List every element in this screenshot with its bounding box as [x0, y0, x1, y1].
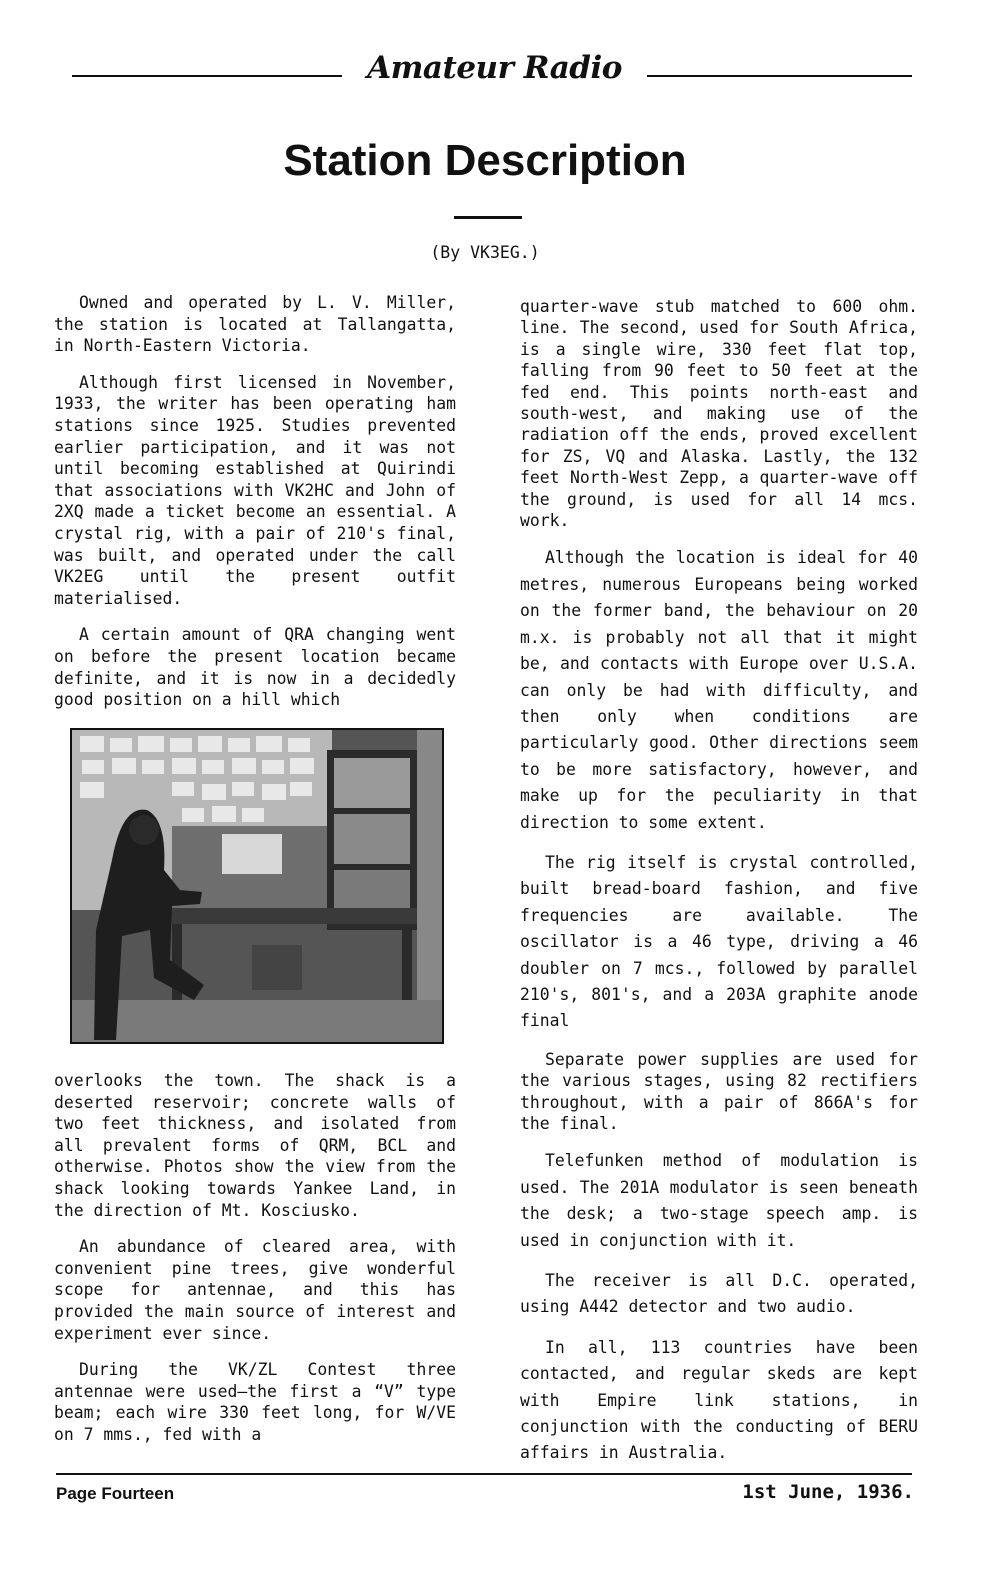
paragraph: Owned and operated by L. V. Miller, the station is located at Tallangatta, in North-Eastern Victoria.: [54, 293, 456, 356]
paragraph: quarter-wave stub matched to 600 ohm. line. The second, used for South Africa, is a single wire, 330 feet flat top, falling from 90 feet to 50 feet at the fed end. This points north-east and south-west, and making use of the radiation off the ends, proved excellent for ZS, VQ and Alaska. Lastly, the 132 feet North-West Zepp, a quarter-wave off the ground, is used for all 14 mcs. work.: [520, 297, 918, 531]
left-column-top: [54, 292, 456, 726]
issue-date: 1st June, 1936.: [742, 1481, 914, 1503]
page-number: Page Fourteen: [56, 1484, 175, 1503]
article-title: Station Description: [283, 136, 687, 185]
article-byline: (By VK3EG.): [430, 243, 540, 262]
paragraph: Although the location is ideal for 40 metres, numerous Europeans being worked on the former band, the behaviour on 20 m.x. is probably not all that it might be, and contacts with Europe over U.S.A. can only be had with difficulty, and then only when conditions are particularly good. Other directions seem to be more satisfactory, however, and make up for the peculiarity in that direction to some extent.: [520, 548, 918, 832]
paragraph: Although first licensed in November, 1933, the writer has been operating ham stations since 1925. Studies prevented earlier participation, and it was not until becoming established at Quirindi that associations with VK2HC and John of 2XQ made a ticket become an essential. A crystal rig, with a pair of 210's final, was built, and operated under the call VK2EG until the present outfit materialised.: [54, 372, 456, 608]
paragraph: overlooks the town. The shack is a deserted reservoir; concrete walls of two feet thickness, and isolated from all prevalent forms of QRM, BCL and otherwise. Photos show the view from the shack looking towards Yankee Land, in the direction of Mt. Kosciusko.: [54, 1071, 456, 1220]
paragraph: During the VK/ZL Contest three antennae were used—the first a “V” type beam; each wire 330 feet long, for W/VE on 7 mms., fed with a: [54, 1360, 456, 1444]
paragraph: In all, 113 countries have been contacted, and regular skeds are kept with Empire link stations, in conjunction with the conducting of BERU affairs in Australia.: [520, 1337, 918, 1463]
paragraph: The rig itself is crystal controlled, built bread-board fashion, and five frequencies are available. The oscillator is a 46 type, driving a 46 doubler on 7 mcs., followed by parallel 210's, 801's, and a 203A graphite anode final: [520, 852, 918, 1031]
masthead-logo: Amateur Radio: [367, 50, 622, 86]
paragraph: Telefunken method of modulation is used. The 201A modulator is seen beneath the desk; a two-stage speech amp. is used in conjunction with it.: [520, 1151, 918, 1250]
title-divider: [454, 216, 522, 219]
right-column: [520, 296, 918, 1481]
paragraph: Separate power supplies are used for the various stages, using 82 rectifiers throughout, with a pair of 866A's for the final.: [520, 1049, 918, 1133]
paragraph: An abundance of cleared area, with convenient pine trees, give wonderful scope for antennae, and this has provided the main source of interest and experiment ever since.: [54, 1237, 456, 1343]
paragraph: The receiver is all D.C. operated, using A442 detector and two audio.: [520, 1271, 918, 1317]
masthead-rule-left: [72, 75, 342, 77]
masthead: [72, 48, 912, 98]
left-column-bottom: [54, 1070, 456, 1461]
station-photo: [70, 728, 444, 1044]
footer-divider: [56, 1473, 912, 1475]
paragraph: A certain amount of QRA changing went on before the present location became definite, and it is now in a decidedly good position on a hill which: [54, 625, 456, 710]
masthead-rule-right: [647, 75, 912, 77]
